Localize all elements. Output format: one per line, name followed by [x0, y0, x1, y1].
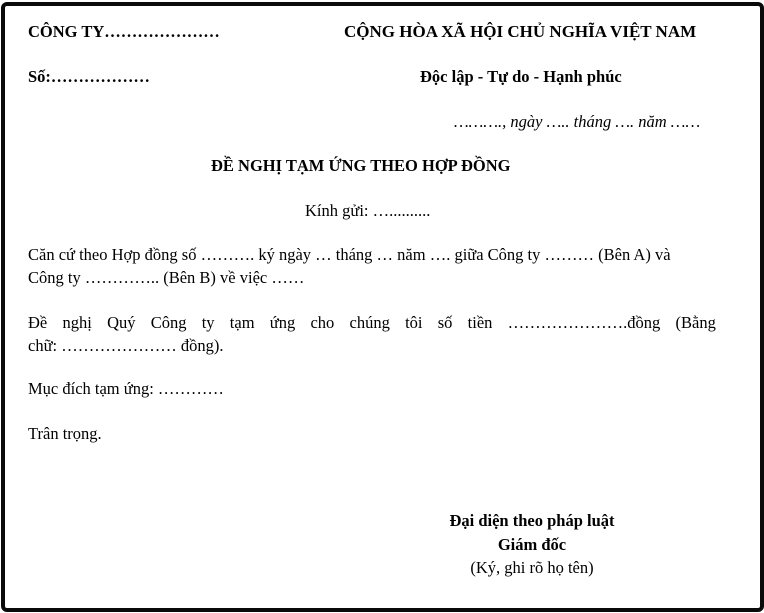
- document-number-label: Số:………………: [28, 67, 150, 86]
- word: Công: [150, 313, 187, 332]
- closing-line: Trân trọng.: [28, 424, 102, 443]
- advance-purpose-line: Mục đích tạm ứng: …………: [28, 379, 224, 398]
- place-date-line: ………., ngày ….. tháng …. năm ……: [454, 112, 701, 131]
- signature-title: Giám đốc: [497, 535, 567, 554]
- word: Quý: [107, 313, 136, 332]
- word: cho: [310, 313, 335, 332]
- word: (Bằng: [675, 313, 716, 332]
- contract-basis-paragraph: [28, 243, 716, 289]
- advance-request-line-2: chữ: ………………… đồng).: [28, 336, 224, 355]
- advance-request-paragraph: [28, 311, 716, 357]
- word: tạm: [229, 313, 255, 332]
- word: Đề: [28, 313, 48, 332]
- advance-request-line-1: [28, 311, 716, 334]
- word: nghị: [62, 313, 92, 332]
- contract-basis-line-1: Căn cứ theo Hợp đồng số ………. ký ngày … tháng … năm …. giữa Công ty ……… (Bên A) và: [28, 245, 671, 264]
- contract-basis-line-2: Công ty ………….. (Bên B) về việc ……: [28, 268, 305, 287]
- signature-note: (Ký, ghi rõ họ tên): [470, 558, 594, 577]
- document-title: ĐỀ NGHỊ TẠM ỨNG THEO HỢP ĐỒNG: [211, 156, 511, 175]
- word: số: [437, 313, 453, 332]
- company-label: CÔNG TY…………………: [28, 22, 220, 41]
- word: chúng: [349, 313, 390, 332]
- word: tôi: [405, 313, 423, 332]
- signature-role: Đại diện theo pháp luật: [449, 511, 615, 530]
- recipient-line: Kính gửi: …..........: [305, 201, 431, 220]
- word: ty: [201, 313, 215, 332]
- amount-field: ………………….đồng: [507, 313, 661, 332]
- document-frame: [1, 2, 764, 612]
- nation-title: CỘNG HÒA XÃ HỘI CHỦ NGHĨA VIỆT NAM: [344, 22, 697, 41]
- word: tiền: [467, 313, 493, 332]
- national-motto: Độc lập - Tự do - Hạnh phúc: [420, 67, 622, 86]
- word: ứng: [269, 313, 296, 332]
